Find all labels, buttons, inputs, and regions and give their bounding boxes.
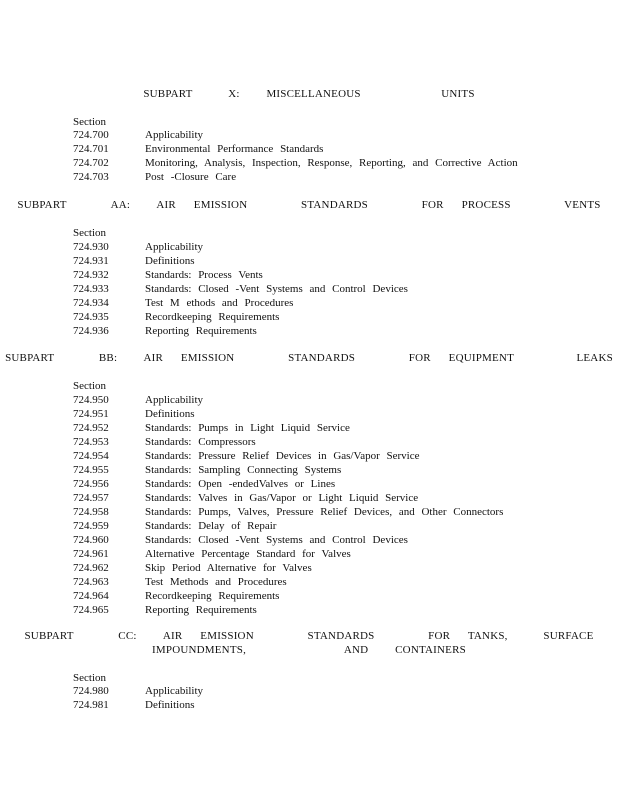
list-item xyxy=(0,684,618,698)
section-number: 724.961 xyxy=(73,548,109,560)
section-title: Standards: Pumps in Light Liquid Service xyxy=(145,422,350,434)
list-item xyxy=(0,142,618,156)
section-title: Alternative Percentage Standard for Valves xyxy=(145,548,351,560)
section-title: Environmental Performance Standards xyxy=(145,143,324,155)
section-title: Recordkeeping Requirements xyxy=(145,590,280,602)
section-title: Standards: Pressure Relief Devices in Gas/Vapor Service xyxy=(145,450,420,462)
list-item xyxy=(0,449,618,463)
list-item xyxy=(0,156,618,170)
subpart-bb-entries xyxy=(0,393,618,617)
section-label: Section xyxy=(73,116,106,128)
list-item xyxy=(0,533,618,547)
subpart-bb-heading: SUBPART BB: AIR EMISSION STANDARDS FOR EQUIPMENT LEAKS xyxy=(5,352,613,364)
section-title: Skip Period Alternative for Valves xyxy=(145,562,312,574)
section-title: Standards: Delay of Repair xyxy=(145,520,277,532)
section-number: 724.701 xyxy=(73,143,109,155)
section-number: 724.935 xyxy=(73,311,109,323)
section-title: Definitions xyxy=(145,255,195,267)
subpart-aa-heading: SUBPART AA: AIR EMISSION STANDARDS FOR PROCESS VENTS xyxy=(17,199,601,211)
list-item xyxy=(0,170,618,184)
subpart-cc-heading: SUBPART CC: AIR EMISSION STANDARDS FOR TANKS, SURFACE xyxy=(24,630,594,642)
section-number: 724.963 xyxy=(73,576,109,588)
list-item xyxy=(0,310,618,324)
section-number: 724.964 xyxy=(73,590,109,602)
subpart-aa-entries xyxy=(0,240,618,338)
section-number: 724.956 xyxy=(73,478,109,490)
list-item xyxy=(0,561,618,575)
section-title: Standards: Closed -Vent Systems and Control Devices xyxy=(145,534,408,546)
section-number: 724.960 xyxy=(73,534,109,546)
section-number: 724.933 xyxy=(73,283,109,295)
list-item xyxy=(0,240,618,254)
section-label: Section xyxy=(73,380,106,392)
section-number: 724.962 xyxy=(73,562,109,574)
section-number: 724.954 xyxy=(73,450,109,462)
section-title: Standards: Valves in Gas/Vapor or Light Liquid Service xyxy=(145,492,419,504)
list-item xyxy=(0,575,618,589)
section-number: 724.959 xyxy=(73,520,109,532)
section-number: 724.950 xyxy=(73,394,109,406)
subpart-x-entries xyxy=(0,128,618,184)
subpart-cc-entries xyxy=(0,684,618,712)
list-item xyxy=(0,477,618,491)
section-title: Reporting Requirements xyxy=(145,604,257,616)
section-title: Standards: Compressors xyxy=(145,436,256,448)
list-item xyxy=(0,128,618,142)
section-number: 724.958 xyxy=(73,506,109,518)
section-title: Applicability xyxy=(145,241,204,253)
list-item xyxy=(0,603,618,617)
section-number: 724.700 xyxy=(73,129,109,141)
section-number: 724.957 xyxy=(73,492,109,504)
list-item xyxy=(0,505,618,519)
section-title: Standards: Closed -Vent Systems and Control Devices xyxy=(145,283,408,295)
section-number: 724.703 xyxy=(73,171,109,183)
section-title: Applicability xyxy=(145,685,204,697)
subpart-cc-heading-line2: IMPOUNDMENTS, AND CONTAINERS xyxy=(152,644,466,656)
section-title: Standards: Sampling Connecting Systems xyxy=(145,464,342,476)
list-item xyxy=(0,296,618,310)
section-title: Standards: Pumps, Valves, Pressure Relief Devices, and Other Connectors xyxy=(145,506,504,518)
list-item xyxy=(0,491,618,505)
section-number: 724.930 xyxy=(73,241,109,253)
section-title: Applicability xyxy=(145,394,204,406)
section-title: Test M ethods and Procedures xyxy=(145,297,294,309)
section-number: 724.936 xyxy=(73,325,109,337)
section-title: Reporting Requirements xyxy=(145,325,257,337)
section-title: Standards: Process Vents xyxy=(145,269,263,281)
section-title: Monitoring, Analysis, Inspection, Response, Reporting, and Corrective Action xyxy=(145,157,518,169)
section-number: 724.953 xyxy=(73,436,109,448)
list-item xyxy=(0,393,618,407)
list-item xyxy=(0,698,618,712)
section-label: Section xyxy=(73,227,106,239)
section-number: 724.951 xyxy=(73,408,109,420)
section-number: 724.981 xyxy=(73,699,109,711)
list-item xyxy=(0,254,618,268)
list-item xyxy=(0,268,618,282)
list-item xyxy=(0,589,618,603)
section-title: Test Methods and Procedures xyxy=(145,576,287,588)
section-number: 724.980 xyxy=(73,685,109,697)
list-item xyxy=(0,463,618,477)
section-number: 724.955 xyxy=(73,464,109,476)
list-item xyxy=(0,324,618,338)
section-title: Recordkeeping Requirements xyxy=(145,311,280,323)
section-label: Section xyxy=(73,672,106,684)
list-item xyxy=(0,282,618,296)
section-title: Applicability xyxy=(145,129,204,141)
list-item xyxy=(0,421,618,435)
section-title: Standards: Open -endedValves or Lines xyxy=(145,478,336,490)
list-item xyxy=(0,519,618,533)
list-item xyxy=(0,435,618,449)
section-number: 724.965 xyxy=(73,604,109,616)
section-number: 724.952 xyxy=(73,422,109,434)
list-item xyxy=(0,407,618,421)
section-title: Definitions xyxy=(145,699,195,711)
subpart-x-heading: SUBPART X: MISCELLANEOUS UNITS xyxy=(143,88,475,100)
section-title: Post -Closure Care xyxy=(145,171,237,183)
section-number: 724.702 xyxy=(73,157,109,169)
list-item xyxy=(0,547,618,561)
section-number: 724.931 xyxy=(73,255,109,267)
section-number: 724.934 xyxy=(73,297,109,309)
section-number: 724.932 xyxy=(73,269,109,281)
section-title: Definitions xyxy=(145,408,195,420)
